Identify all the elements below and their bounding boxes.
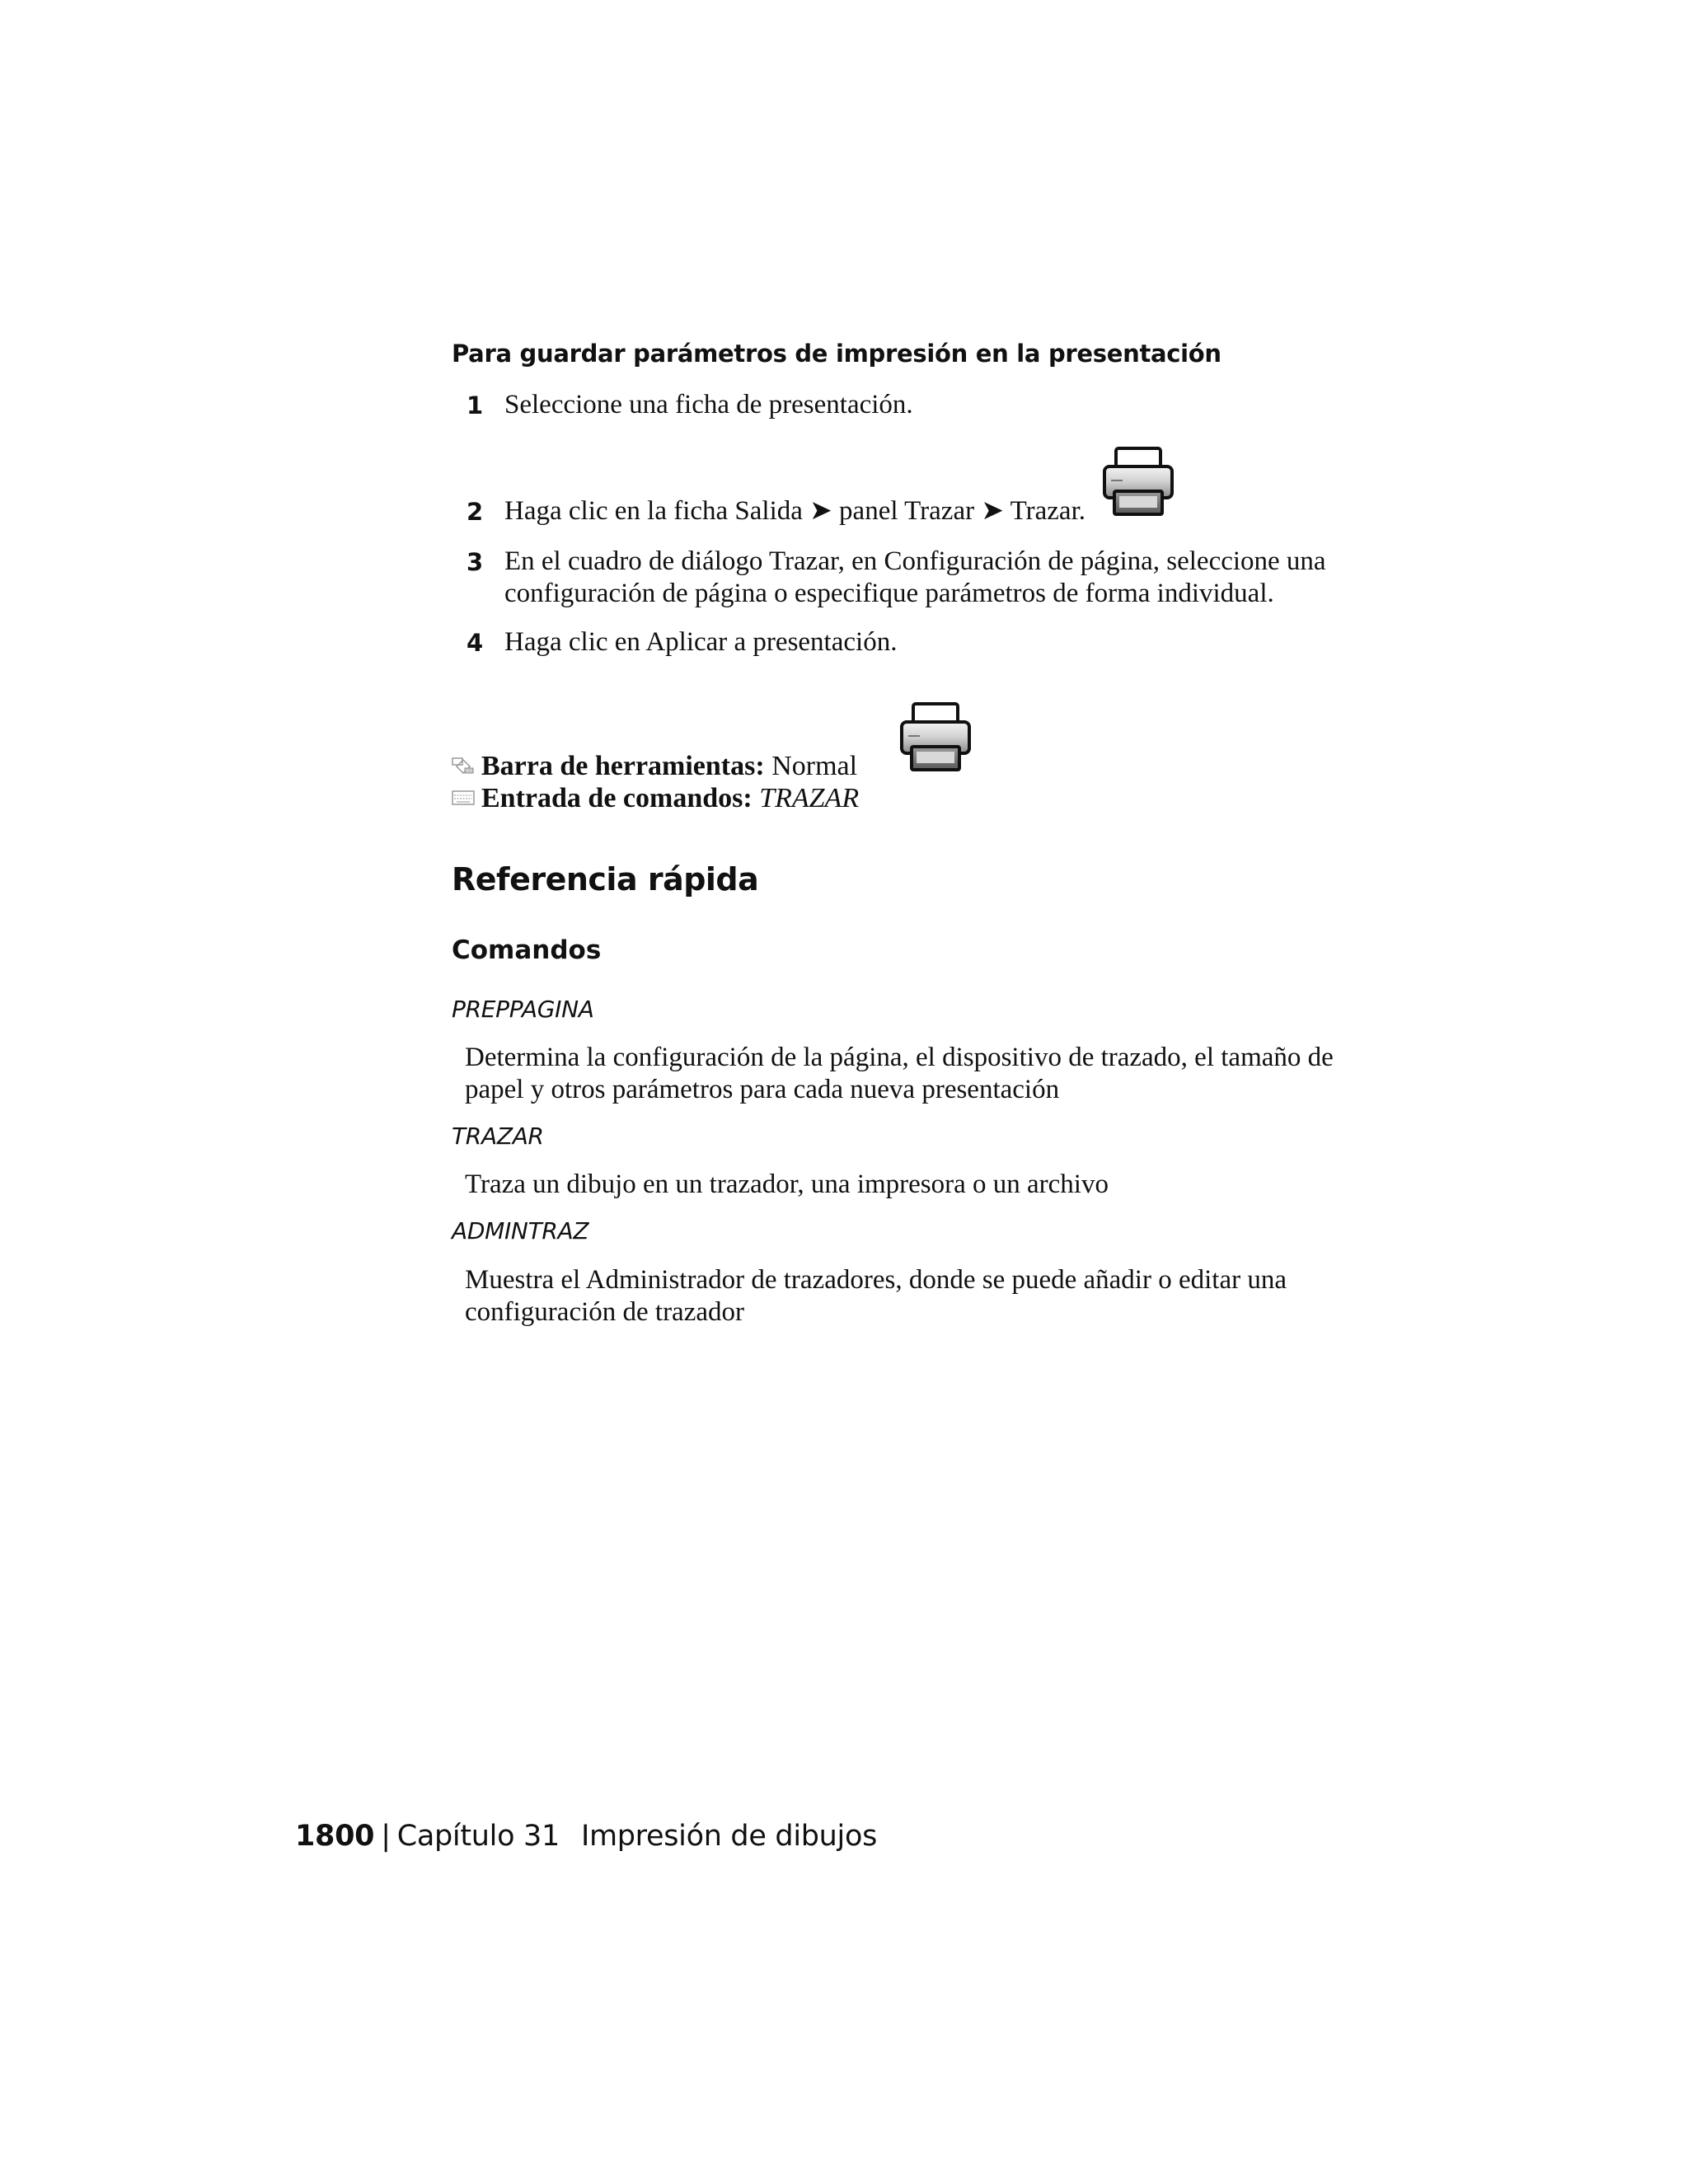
chapter-label: Capítulo 31 <box>396 1820 560 1853</box>
step-text: Seleccione una ficha de presentación. <box>504 390 913 419</box>
command-name: TRAZAR <box>452 1122 544 1150</box>
step-text: Haga clic en Aplicar a presentación. <box>504 627 898 657</box>
step-text: Haga clic en la ficha Salida ➤ panel Trazar ➤ Trazar. <box>504 496 1085 526</box>
step-number: 4 <box>467 629 484 657</box>
page-number: 1800 <box>295 1820 375 1853</box>
section-heading: Referencia rápida <box>452 861 759 898</box>
command-value: TRAZAR <box>759 783 860 813</box>
command-name: ADMINTRAZ <box>452 1217 589 1244</box>
keyboard-icon <box>452 789 475 807</box>
toolbar-value: Normal <box>771 751 858 781</box>
toolbar-icon <box>452 757 475 775</box>
step-number: 1 <box>467 391 484 419</box>
step-number: 2 <box>467 498 484 526</box>
printer-icon <box>898 701 973 773</box>
command-description: Determina la configuración de la página, el dispositivo de trazado, el tamaño de papel y otros parámetros para cada nueva presentación <box>465 1043 1334 1104</box>
command-description: Muestra el Administrador de trazadores, donde se puede añadir o editar una configuración de trazador <box>465 1265 1287 1327</box>
toolbar-label: Barra de herramientas: <box>481 751 765 781</box>
command-description: Traza un dibujo en un trazador, una impresora o un archivo <box>465 1169 1109 1199</box>
procedure-title: Para guardar parámetros de impresión en la presentación <box>452 340 1221 368</box>
chapter-title: Impresión de dibujos <box>580 1820 878 1853</box>
subsection-heading: Comandos <box>452 935 602 965</box>
toolbar-access <box>452 750 857 783</box>
command-label: Entrada de comandos: <box>481 783 753 813</box>
command-name: PREPPAGINA <box>452 996 594 1023</box>
command-access <box>452 782 859 815</box>
footer-separator: | <box>381 1820 391 1853</box>
step-number: 3 <box>467 548 484 576</box>
step-text: En el cuadro de diálogo Trazar, en Configuración de página, seleccione una configuración de página o especifique parámetros de forma individual. <box>504 546 1326 608</box>
page-footer <box>295 1820 877 1853</box>
